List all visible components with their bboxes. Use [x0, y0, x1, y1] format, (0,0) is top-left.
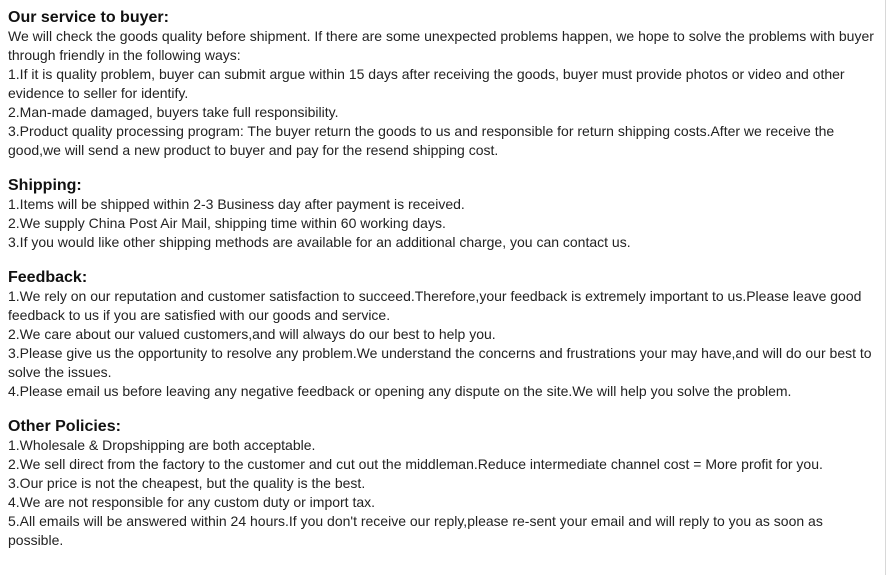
policy-item: 3.Our price is not the cheapest, but the quality is the best.	[8, 475, 366, 491]
shipping-item: 1.Items will be shipped within 2-3 Business day after payment is received.	[8, 196, 465, 212]
service-intro: We will check the goods quality before shipment. If there are some unexpected problems happen, we hope to solve the problems with buyer through friendly in the following ways:	[8, 28, 874, 63]
feedback-item: 4.Please email us before leaving any negative feedback or opening any dispute on the site.We will help you solve the problem.	[8, 383, 792, 399]
feedback-item: 3.Please give us the opportunity to resolve any problem.We understand the concerns and frustrations your may have,and will do our best to solve the issues.	[8, 345, 872, 380]
feedback-section	[8, 268, 874, 401]
feedback-item: 2.We care about our valued customers,and will always do our best to help you.	[8, 326, 496, 342]
policy-item: 1.Wholesale & Dropshipping are both acceptable.	[8, 437, 316, 453]
shipping-item: 3.If you would like other shipping methods are available for an additional charge, you can contact us.	[8, 234, 631, 250]
shipping-item: 2.We supply China Post Air Mail, shipping time within 60 working days.	[8, 215, 446, 231]
service-heading: Our service to buyer:	[8, 9, 169, 26]
policy-item: 4.We are not responsible for any custom duty or import tax.	[8, 494, 376, 510]
policy-document	[8, 8, 874, 566]
policy-item: 2.We sell direct from the factory to the customer and cut out the middleman.Reduce intermediate channel cost = More profit for you.	[8, 456, 823, 472]
service-section	[8, 8, 874, 160]
other-policies-heading: Other Policies:	[8, 418, 121, 435]
service-item: 3.Product quality processing program: The buyer return the goods to us and responsible for return shipping costs.After we receive the good,we will send a new product to buyer and pay for the resend shipping cost.	[8, 123, 835, 158]
policy-item: 5.All emails will be answered within 24 hours.If you don't receive our reply,please re-sent your email and will reply to you as soon as possible.	[8, 513, 823, 548]
shipping-section	[8, 176, 874, 252]
feedback-item: 1.We rely on our reputation and customer satisfaction to succeed.Therefore,your feedback is extremely important to us.Please leave good feedback to us if you are satisfied with our goods and service.	[8, 288, 862, 323]
service-item: 1.If it is quality problem, buyer can submit argue within 15 days after receiving the goods, buyer must provide photos or video and other evidence to seller for identify.	[8, 66, 845, 101]
other-policies-section	[8, 417, 874, 550]
shipping-heading: Shipping:	[8, 177, 82, 194]
service-item: 2.Man-made damaged, buyers take full responsibility.	[8, 104, 339, 120]
feedback-heading: Feedback:	[8, 269, 88, 286]
